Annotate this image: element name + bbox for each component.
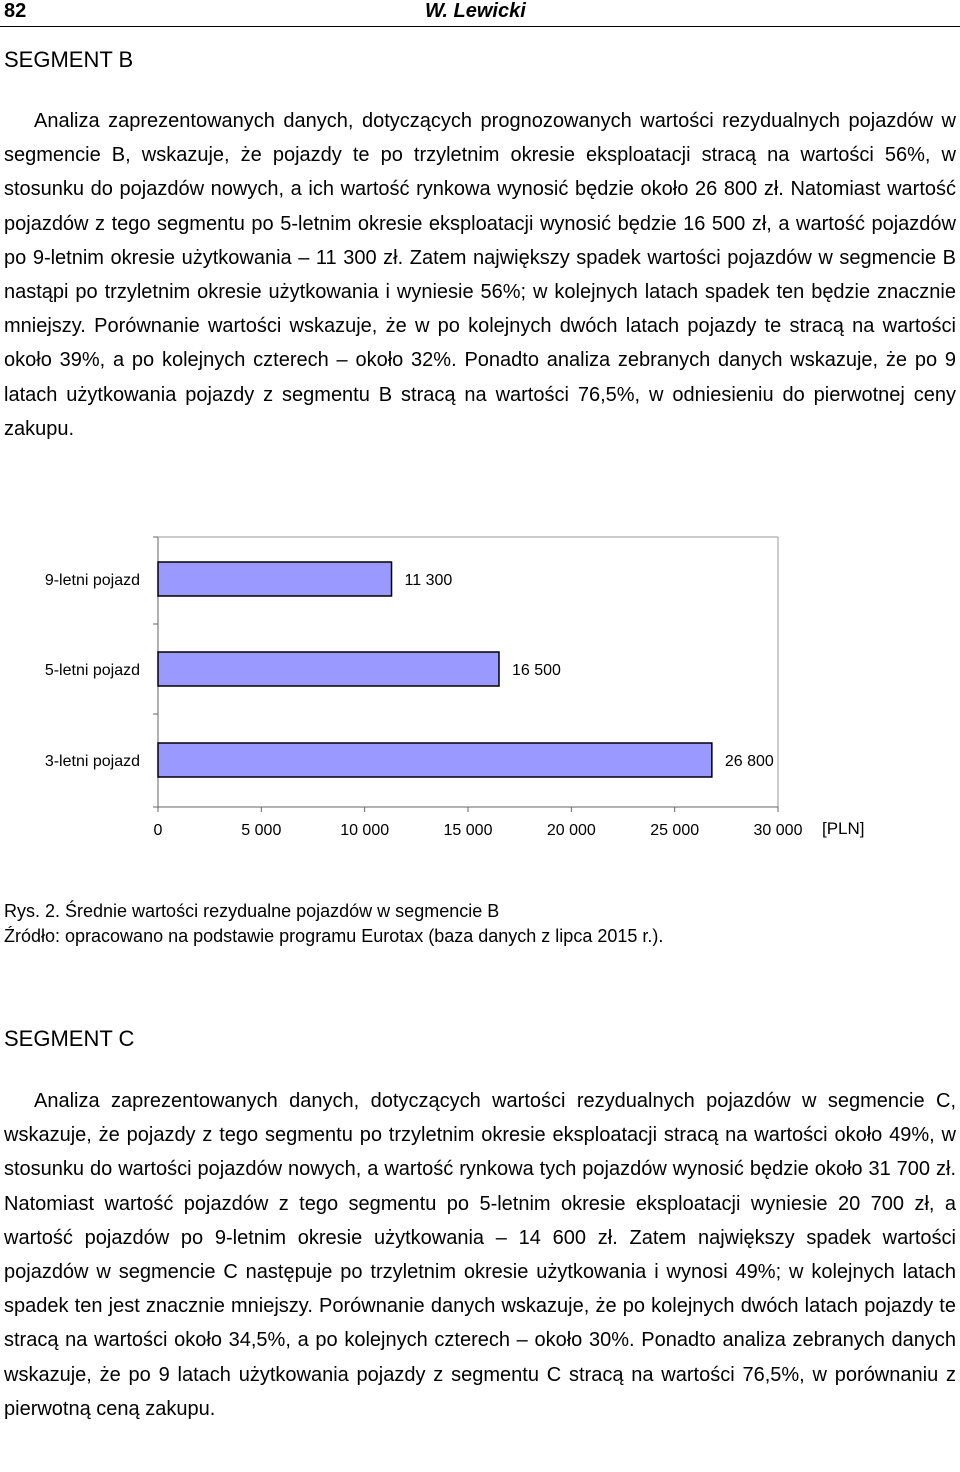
segment-b-title: SEGMENT B [4,47,134,72]
data-label: 16 500 [512,662,561,679]
data-label: 11 300 [404,572,453,589]
x-axis-unit-label: [PLN] [822,819,865,838]
figure-source: Źródło: opracowano na podstawie programu Eurotax (baza danych z lipca 2015 r.). [4,926,664,946]
category-label: 9-letni pojazd [44,572,140,589]
chart-svg [0,530,960,850]
x-tick-label: 25 000 [650,822,700,839]
segment-c-paragraph: Analiza zaprezentowanych danych, dotyczących wartości rezydualnych pojazdów w segmencie C, wskazuje, że pojazdy z tego segmentu po trzyletnim okresie eksploatacji stracą na wartości około 49%, w stosunku do wartości pojazdów nowych, a wartość rynkowa tych pojazdów wynosić będzie około 31 700 zł. Natomiast wartość pojazdów z tego segmentu po 5-letnim okresie eksploatacji wyniesie 20 700 zł, a wartość pojazdów po 9-letnim okresie użytkowania – 14 600 zł. Zatem największy spadek wartości pojazdów w segmencie C następuje po trzyletnim okresie użytkowania i wynosi 49%; w kolejnych latach spadek ten jest znacznie mniejszy. Porównanie danych wskazuje, że po kolejnych dwóch latach pojazdy te stracą na wartości około 34,5%, a po kolejnych czterech – około 30%. Ponadto analiza zebranych danych wskazuje, że po 9 latach użytkowania pojazdy z segmentu C stracą na wartości 76,5%, w porównaniu z pierwotną ceną zakupu. [4,1090,956,1420]
page-header [0,0,960,27]
x-tick-label: 0 [153,822,163,839]
category-label: 5-letni pojazd [44,662,140,679]
x-tick-label: 5 000 [241,822,282,839]
segment-c-title: SEGMENT C [4,1026,135,1051]
x-tick-label: 30 000 [753,822,803,839]
segment-b-paragraph: Analiza zaprezentowanych danych, dotyczących prognozowanych wartości rezydualnych pojazdów w segmencie B, wskazuje, że pojazdy te po trzyletnim okresie eksploatacji stracą na wartości 56%, w stosunku do pojazdów nowych, a ich wartość rynkowa wynosić będzie około 26 800 zł. Natomiast wartość pojazdów z tego segmentu po 5-letnim okresie eksploatacji wynosić będzie 16 500 zł, a wartość pojazdów po 9-letnim okresie użytkowania – 11 300 zł. Zatem największy spadek wartości pojazdów w segmencie B nastąpi po trzyletnim okresie użytkowania i wyniesie 56%; w kolejnych latach spadek ten będzie znacznie mniejszy. Porównanie wartości wskazuje, że w po kolejnych dwóch latach pojazdy te stracą na wartości około 39%, a po kolejnych czterech – około 32%. Ponadto analiza zebranych danych wskazuje, że po 9 latach użytkowania pojazdy z segmentu B stracą na wartości 76,5%, w odniesieniu do pierwotnej ceny zakupu. [4,110,956,440]
running-head-author: W. Lewicki [425,0,526,22]
figure-caption: Rys. 2. Średnie wartości rezydualne pojazdów w segmencie B [4,901,500,921]
page-number: 82 [4,0,27,22]
bar [158,743,712,777]
category-label: 3-letni pojazd [44,753,140,770]
x-tick-label: 15 000 [443,822,493,839]
bar [158,562,392,596]
data-label: 26 800 [724,753,774,770]
x-tick-label: 10 000 [340,822,390,839]
residual-value-chart [0,530,960,850]
bar [158,652,499,686]
x-tick-label: 20 000 [546,822,596,839]
